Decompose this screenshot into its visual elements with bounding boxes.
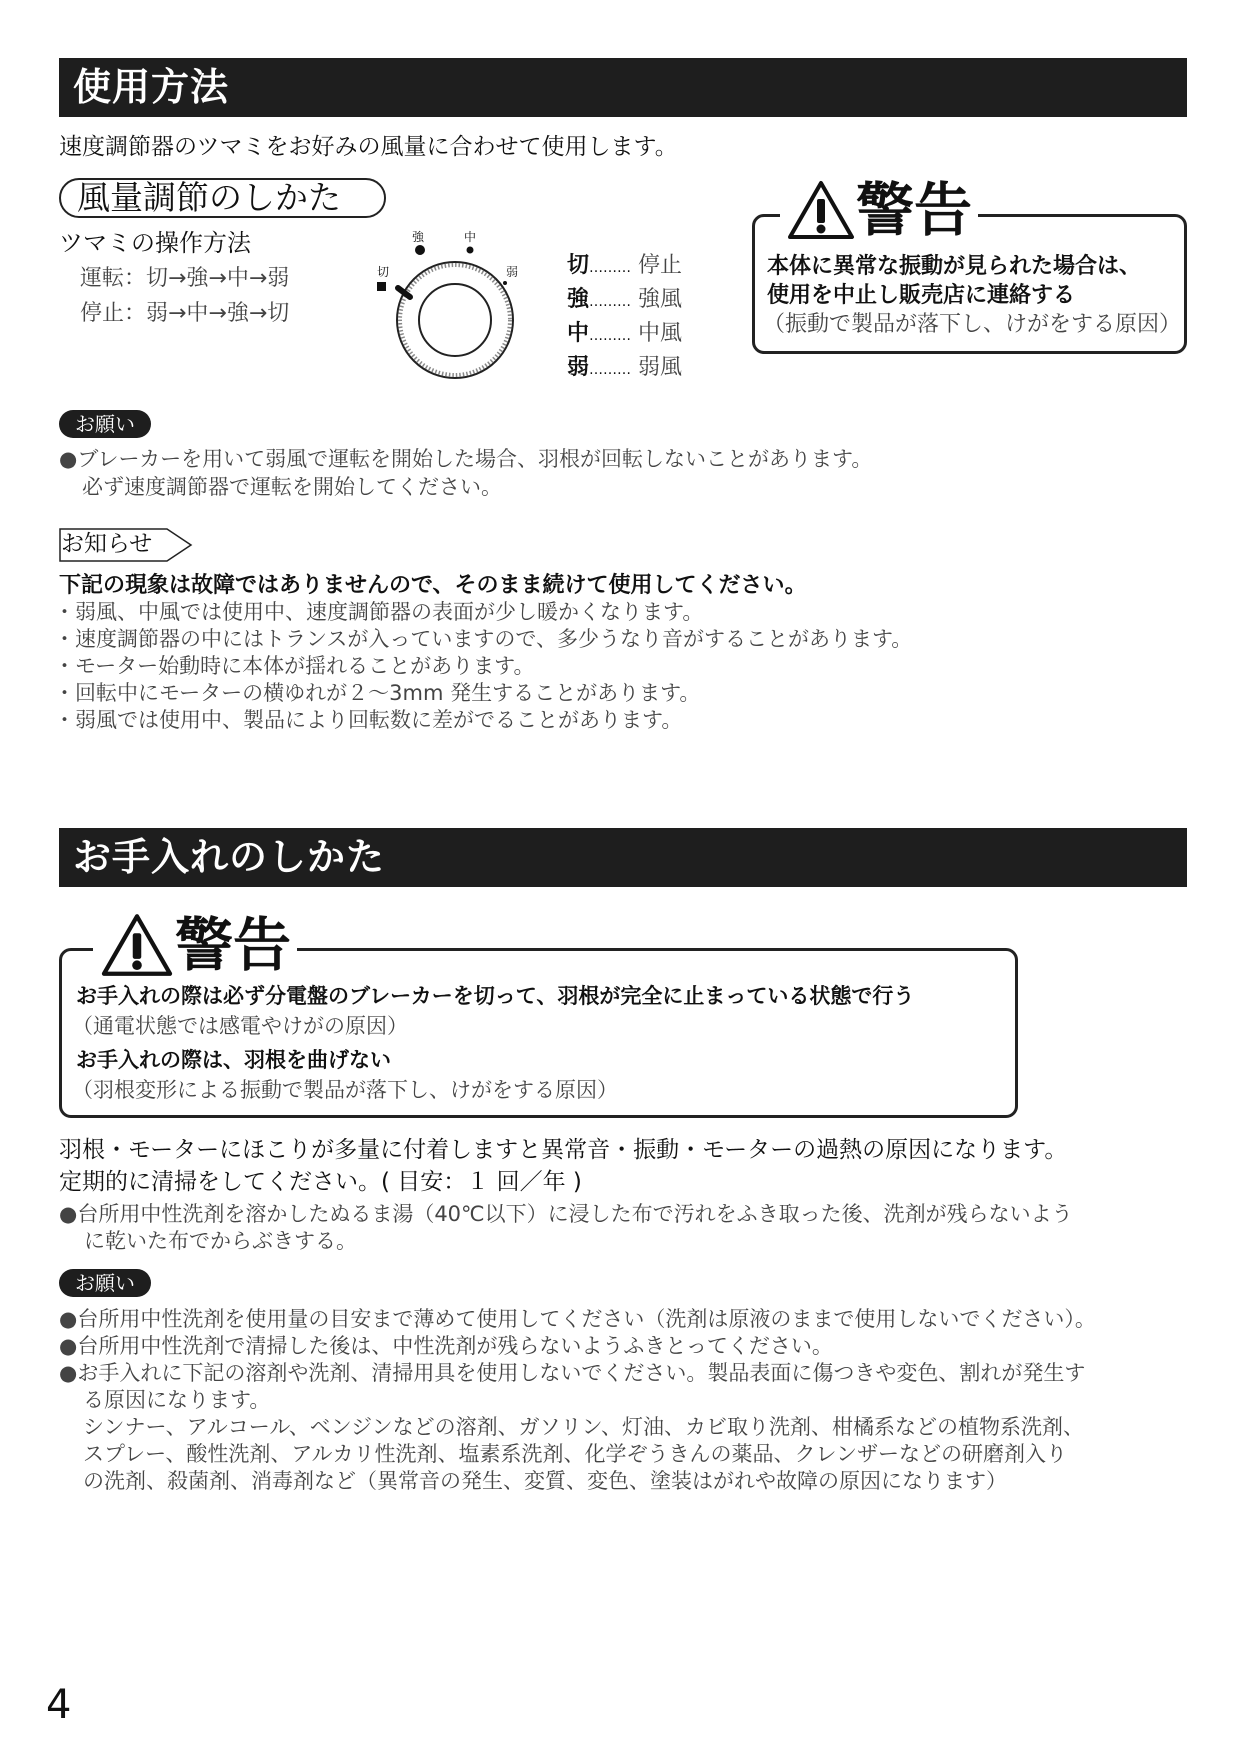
care-request-label: お願い xyxy=(59,1269,151,1297)
care-warning-item2-note: （羽根変形による振動で製品が落下し、けがをする原因） xyxy=(72,1078,618,1102)
legend-dots: ……… xyxy=(589,260,632,276)
care-request-line: ●台所用中性洗剤を使用量の目安まで薄めて使用してください（洗剤は原液のままで使用しないでください）。 xyxy=(59,1307,1096,1331)
care-request-line: の洗剤、殺菌剤、消毒剤など（異常音の発生、変質、変色、塗装はがれや故障の原因になります） xyxy=(83,1469,1007,1493)
usage-request-label: お願い xyxy=(59,410,151,438)
legend-row xyxy=(567,250,682,284)
legend-row xyxy=(567,284,682,318)
care-request-line: ●お手入れに下記の溶剤や洗剤、清掃用具を使用しないでください。製品表面に傷つきや変色、割れが発生す xyxy=(59,1361,1086,1385)
notice-lead: 下記の現象は故障ではありませんので、そのまま続けて使用してください。 xyxy=(59,573,807,598)
dial-label-mid: 中 xyxy=(464,230,477,244)
legend-value: 中風 xyxy=(638,321,683,346)
care-request-list xyxy=(59,1306,1096,1495)
legend-dots: ……… xyxy=(589,294,632,310)
warning-triangle-icon xyxy=(99,912,175,978)
dial-label-weak: 弱 xyxy=(506,265,519,279)
care-request-line: スプレー、酸性洗剤、アルカリ性洗剤、塩素系洗剤、化学ぞうきんの薬品、クレンザーなどの研磨剤入り xyxy=(83,1442,1067,1466)
usage-warning-line1: 本体に異常な振動が見られた場合は、 xyxy=(767,254,1142,279)
legend-key: 中 xyxy=(567,321,590,346)
care-warning-label: 警告 xyxy=(175,911,292,979)
notice-item: ・弱風、中風では使用中、速度調節器の表面が少し暖かくなります。 xyxy=(54,600,704,624)
dial-legend xyxy=(567,250,682,386)
op-run: 運転：切→強→中→弱 xyxy=(80,266,290,291)
usage-intro: 速度調節器のツマミをお好みの風量に合わせて使用します。 xyxy=(59,134,678,160)
usage-warning-line3: （振動で製品が落下し、けがをする原因） xyxy=(763,312,1182,337)
op-stop: 停止：弱→中→強→切 xyxy=(80,301,290,326)
legend-key: 切 xyxy=(567,253,590,278)
notice-label: お知らせ xyxy=(61,531,153,557)
care-request-line: る原因になります。 xyxy=(83,1388,271,1412)
care-request-line: シンナー、アルコール、ベンジンなどの溶剤、ガソリン、灯油、カビ取り洗剤、柑橘系などの植物系洗剤、 xyxy=(83,1415,1084,1439)
notice-item: ・回転中にモーターの横ゆれが２～3mm 発生することがあります。 xyxy=(54,681,701,705)
usage-warning-label: 警告 xyxy=(856,176,973,244)
warning-triangle-icon xyxy=(786,179,856,241)
dial-label-off: 切 xyxy=(377,265,390,279)
care-warning-header xyxy=(93,910,297,980)
usage-request-line1: ●ブレーカーを用いて弱風で運転を開始した場合、羽根が回転しないことがあります。 xyxy=(59,447,873,471)
care-section-title: お手入れのしかた xyxy=(59,828,1187,887)
usage-request-line2: 必ず速度調節器で運転を開始してください。 xyxy=(82,475,502,499)
notice-item: ・速度調節器の中にはトランスが入っていますので、多少うなり音がすることがあります。 xyxy=(54,627,913,651)
legend-value: 停止 xyxy=(638,253,683,278)
care-warning-item1-note: （通電状態では感電やけがの原因） xyxy=(72,1014,408,1038)
legend-key: 強 xyxy=(567,287,590,312)
legend-row xyxy=(567,352,682,386)
care-body1: 羽根・モーターにほこりが多量に付着しますと異常音・振動・モーターの過熱の原因になります。 xyxy=(59,1137,1068,1163)
speed-dial xyxy=(370,225,530,385)
care-bullet1: ●台所用中性洗剤を溶かしたぬるま湯（40℃以下）に浸した布で汚れをふき取った後、洗剤が残らないよう xyxy=(59,1202,1073,1226)
notice-item: ・モーター始動時に本体が揺れることがあります。 xyxy=(54,654,535,678)
notice-list xyxy=(54,599,912,734)
usage-warning-header xyxy=(780,178,978,242)
usage-section-title: 使用方法 xyxy=(59,58,1187,117)
legend-row xyxy=(567,318,682,352)
knob-title: ツマミの操作方法 xyxy=(59,229,251,257)
dial-label-strong: 強 xyxy=(412,230,425,244)
notice-item: ・弱風では使用中、製品により回転数に差がでることがあります。 xyxy=(54,708,683,732)
legend-value: 弱風 xyxy=(638,355,683,380)
usage-warning-line2: 使用を中止し販売店に連絡する xyxy=(767,283,1076,308)
legend-dots: ……… xyxy=(589,362,632,378)
legend-key: 弱 xyxy=(567,355,590,380)
care-body2: 定期的に清掃をしてください。( 目安：１ 回／年 ) xyxy=(59,1169,582,1195)
speed-dial-graphic xyxy=(370,225,530,385)
legend-value: 強風 xyxy=(638,287,683,312)
page-number: 4 xyxy=(46,1682,72,1728)
care-request-line: ●台所用中性洗剤で清掃した後は、中性洗剤が残らないようふきとってください。 xyxy=(59,1334,833,1358)
care-warning-item2: お手入れの際は、羽根を曲げない xyxy=(76,1048,391,1072)
care-warning-item1: お手入れの際は必ず分電盤のブレーカーを切って、羽根が完全に止まっている状態で行う xyxy=(76,984,915,1008)
adjust-title: 風量調節のしかた xyxy=(59,178,386,218)
care-bullet1b: に乾いた布でからぶきする。 xyxy=(84,1229,357,1253)
legend-dots: ……… xyxy=(589,328,632,344)
